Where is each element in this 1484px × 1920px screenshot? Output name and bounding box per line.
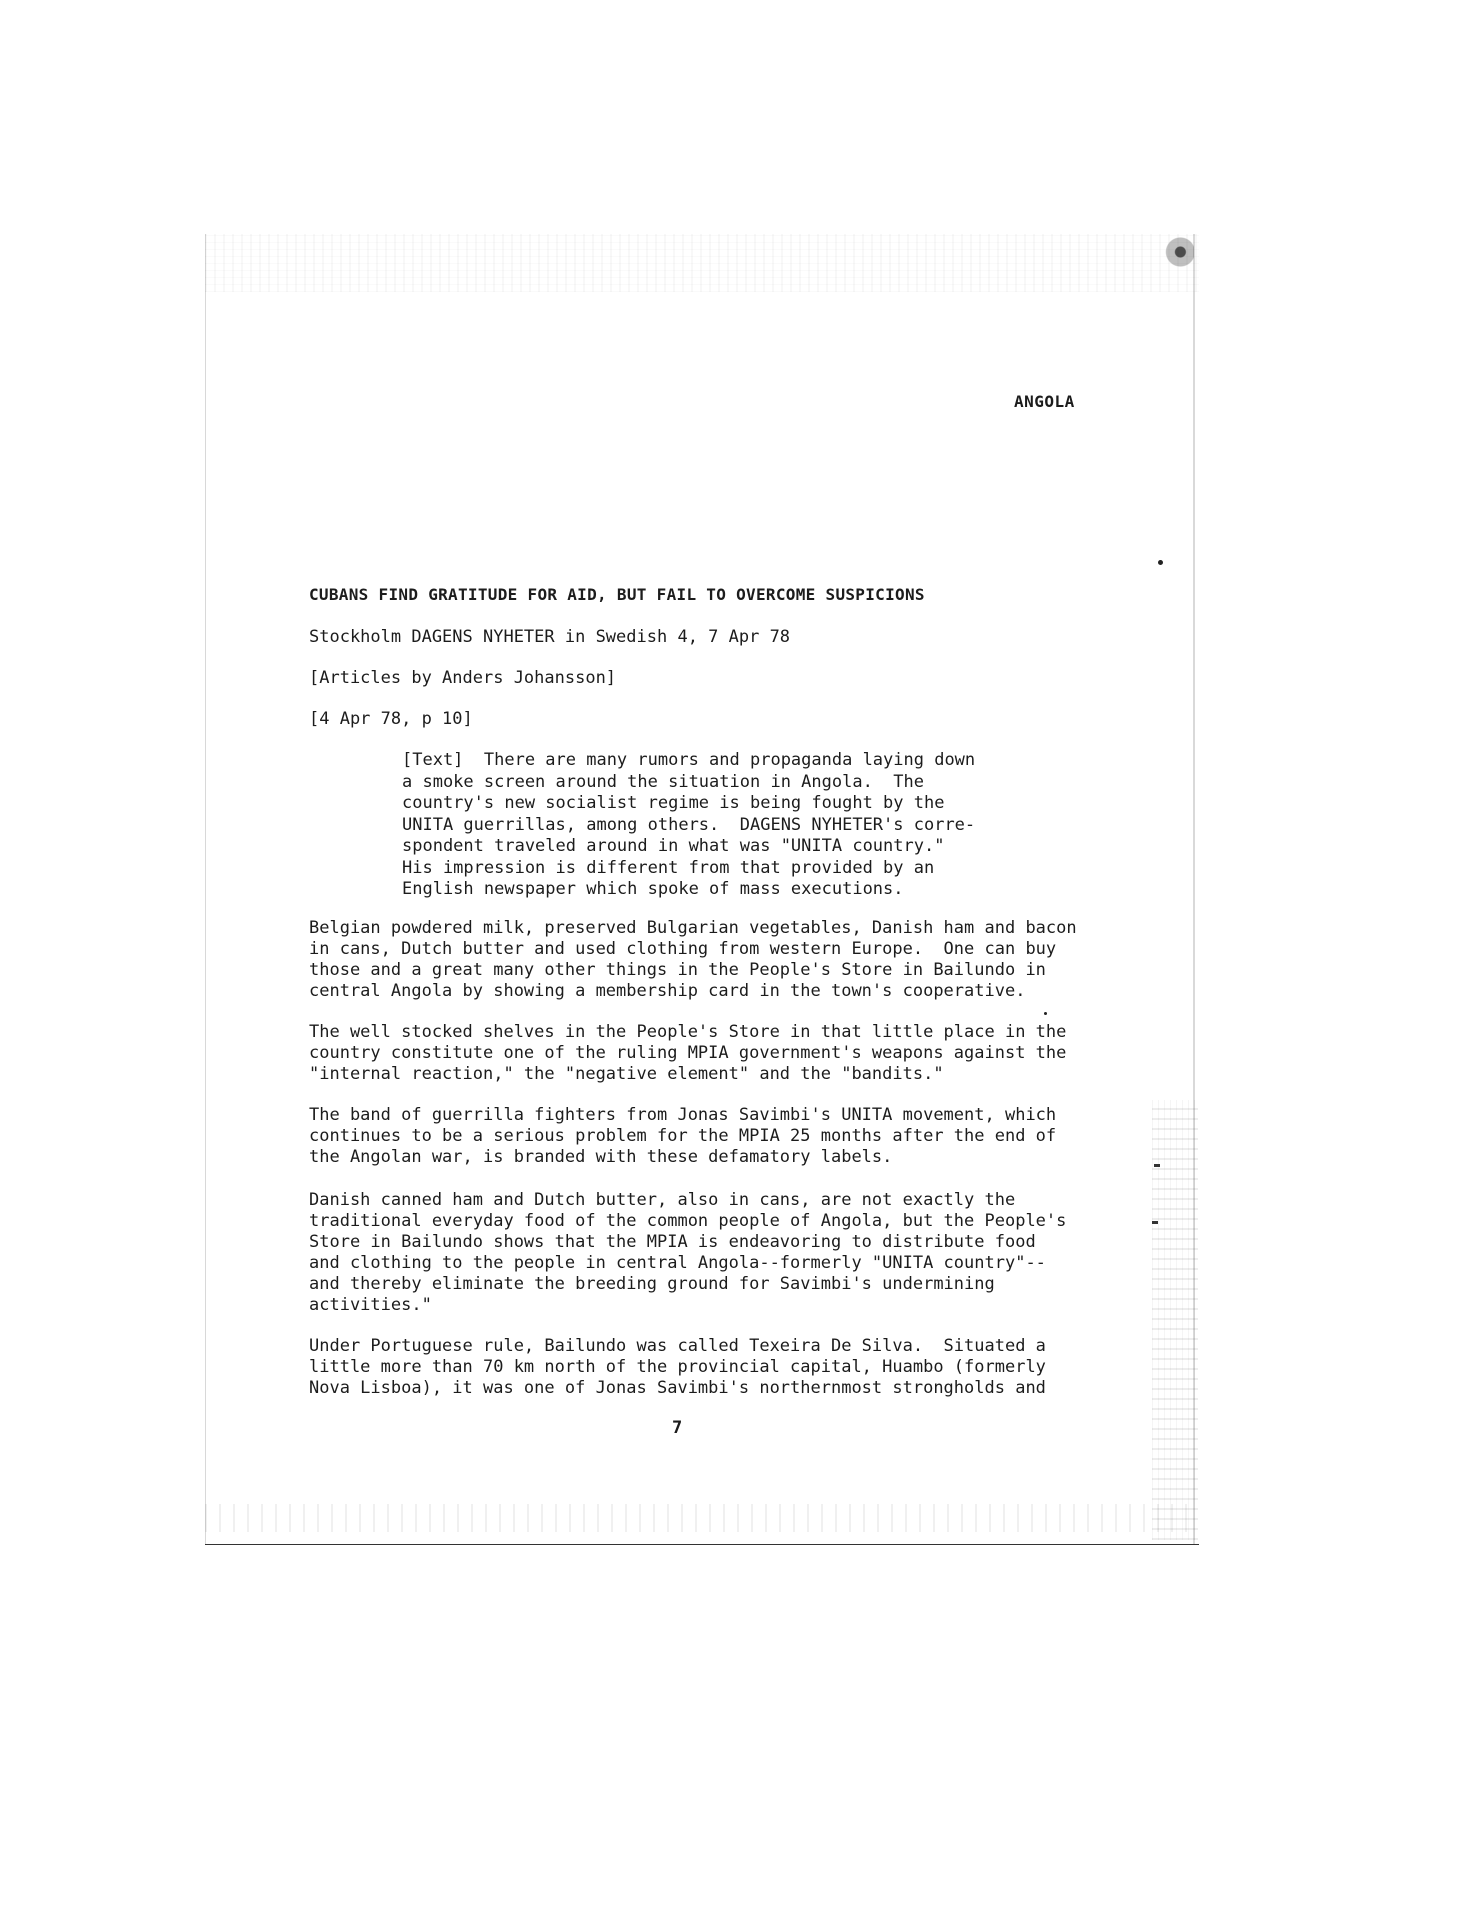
body-paragraph: Under Portuguese rule, Bailundo was called Texeira De Silva. Situated a little more than 70 km north of the provincial capital, Huambo (formerly Nova Lisboa), it was one of Jonas Savimbi's northernmost strongholds and xyxy=(309,1336,1046,1398)
region-header: ANGOLA xyxy=(1014,392,1075,411)
scan-speck xyxy=(1158,560,1163,565)
page-number: 7 xyxy=(672,1418,683,1438)
body-paragraph: Danish canned ham and Dutch butter, also in cans, are not exactly the traditional everyday food of the common people of Angola, but the People's Store in Bailundo shows that the MPIA is endeavoring to distribute food and clothing to the people in central Angola--formerly "UNITA country"-- and thereby eliminate the breeding ground for Savimbi's undermining activities." xyxy=(309,1190,1067,1315)
article-lead: [Text] There are many rumors and propaganda laying down a smoke screen around the situation in Angola. The country's new socialist regime is being fought by the UNITA guerrillas, among others. DAGENS NYHETER's corre- spondent traveled around in what was "UNITA country." His impression is different from that provided by an English newspaper which spoke of mass executions. xyxy=(402,750,976,899)
byline: [Articles by Anders Johansson] xyxy=(309,668,617,688)
scan-smudge-mark xyxy=(1160,236,1194,276)
scan-dash xyxy=(1152,1221,1158,1224)
body-paragraph: The well stocked shelves in the People's Store in that little place in the country constitute one of the ruling MPIA government's weapons against the "internal reaction," the "negative element" and the "bandits." xyxy=(309,1022,1067,1084)
scan-dash xyxy=(1154,1164,1160,1167)
scan-speck xyxy=(1044,1012,1047,1015)
scan-noise-top xyxy=(205,234,1199,292)
article-title: CUBANS FIND GRATITUDE FOR AID, BUT FAIL TO OVERCOME SUSPICIONS xyxy=(309,585,925,604)
scan-bottom-rule xyxy=(205,1544,1199,1545)
body-paragraph: The band of guerrilla fighters from Jonas Savimbi's UNITA movement, which continues to be a serious problem for the MPIA 25 months after the end of the Angolan war, is branded with these defamatory labels. xyxy=(309,1105,1057,1167)
body-paragraph: Belgian powdered milk, preserved Bulgarian vegetables, Danish ham and bacon in cans, Dutch butter and used clothing from western Europe. One can buy those and a great many other things in the People's Store in Bailundo in central Angola by showing a membership card in the town's cooperative. xyxy=(309,918,1077,1001)
date-reference: [4 Apr 78, p 10] xyxy=(309,709,473,729)
source-line: Stockholm DAGENS NYHETER in Swedish 4, 7 Apr 78 xyxy=(309,627,791,647)
scan-noise-bottom xyxy=(205,1504,1199,1532)
